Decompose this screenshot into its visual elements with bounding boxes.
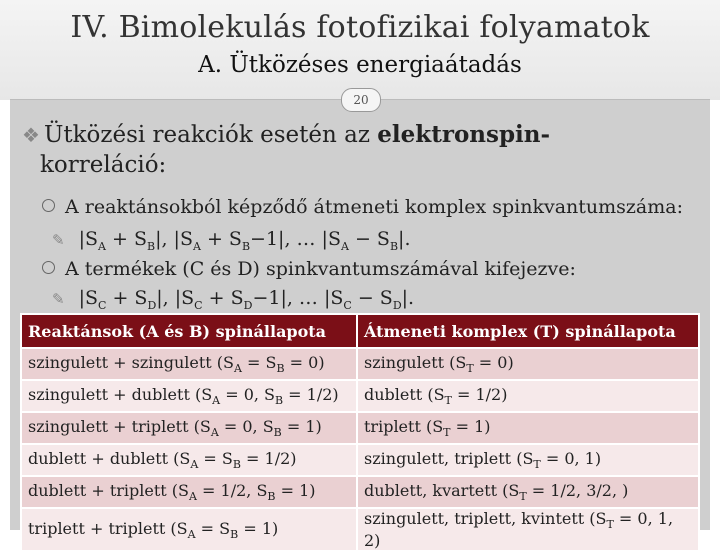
main-bullet-text: Ütközési reakciók esetén az bbox=[43, 122, 378, 148]
table-row bbox=[21, 508, 699, 551]
table-row bbox=[21, 444, 699, 476]
table-cell: triplett + triplett $(S_A = S_B = 1)$ bbox=[21, 508, 357, 551]
table-cell: szingulett + dublett ($S_A = 0$, $S_B = 1/2$) bbox=[21, 380, 357, 412]
sub-bullet-2 bbox=[42, 258, 576, 280]
sub-bullet-2-text: A termékek (C és D) spinkvantumszámával kifejezve: bbox=[65, 258, 576, 280]
circle-bullet-icon bbox=[42, 261, 55, 274]
slide-header bbox=[0, 0, 720, 100]
table-cell: szingulett $(S_T = 0)$ bbox=[357, 348, 699, 380]
table-cell: dublett, kvartett ($S_T = 1/2$, 3/2, ) bbox=[357, 476, 699, 508]
main-bullet bbox=[22, 120, 702, 180]
table-row bbox=[21, 476, 699, 508]
main-bullet-bold-text: elektronspin- bbox=[377, 121, 551, 148]
formula-2 bbox=[52, 287, 414, 312]
page-number: 20 bbox=[341, 88, 381, 112]
sub-bullet-1-text: A reaktánsokból képződő átmeneti komplex spinkvantumszáma: bbox=[65, 196, 683, 218]
slide-subtitle: A. Ütközéses energiaátadás bbox=[198, 52, 522, 78]
table-header-row bbox=[21, 314, 699, 348]
circle-bullet-icon bbox=[42, 199, 55, 212]
sub-bullet-1 bbox=[42, 196, 683, 218]
table-row bbox=[21, 348, 699, 380]
column-header-complex: Átmeneti komplex (T) spinállapota bbox=[357, 314, 699, 348]
pen-bullet-icon: ✎ bbox=[52, 231, 65, 249]
table-row bbox=[21, 412, 699, 444]
formula-2-text: $|S_C + S_D|$, $|S_C + S_D-1|$, … $|S_C - S_D|$. bbox=[78, 287, 415, 312]
formula-1 bbox=[52, 228, 411, 253]
table-cell: szingulett + triplett ($S_A = 0$, $S_B = 1$) bbox=[21, 412, 357, 444]
spin-state-table bbox=[20, 313, 700, 552]
bullet-icon: ❖ bbox=[22, 123, 40, 147]
formula-1-text: $|S_A + S_B|$, $|S_A + S_B-1|$, … $|S_A - S_B|$. bbox=[78, 228, 411, 253]
slide-title: IV. Bimolekulás fotofizikai folyamatok bbox=[70, 10, 650, 45]
table-row bbox=[21, 380, 699, 412]
table-cell: triplett $(S_T = 1)$ bbox=[357, 412, 699, 444]
table-cell: szingulett + szingulett $(S_A = S_B = 0)$ bbox=[21, 348, 357, 380]
pen-bullet-icon: ✎ bbox=[52, 290, 65, 308]
table-cell: dublett $(S_T = 1/2)$ bbox=[357, 380, 699, 412]
column-header-reactants: Reaktánsok (A és B) spinállapota bbox=[21, 314, 357, 348]
table-cell: szingulett, triplett ($S_T = 0$, 1) bbox=[357, 444, 699, 476]
table-cell: dublett + triplett ($S_A = 1/2$, $S_B = 1$) bbox=[21, 476, 357, 508]
table-cell: dublett + dublett $(S_A = S_B = 1/2)$ bbox=[21, 444, 357, 476]
table-cell: szingulett, triplett, kvintett ($S_T = 0$, 1, 2) bbox=[357, 508, 699, 551]
main-bullet-line2: korreláció: bbox=[40, 152, 167, 178]
